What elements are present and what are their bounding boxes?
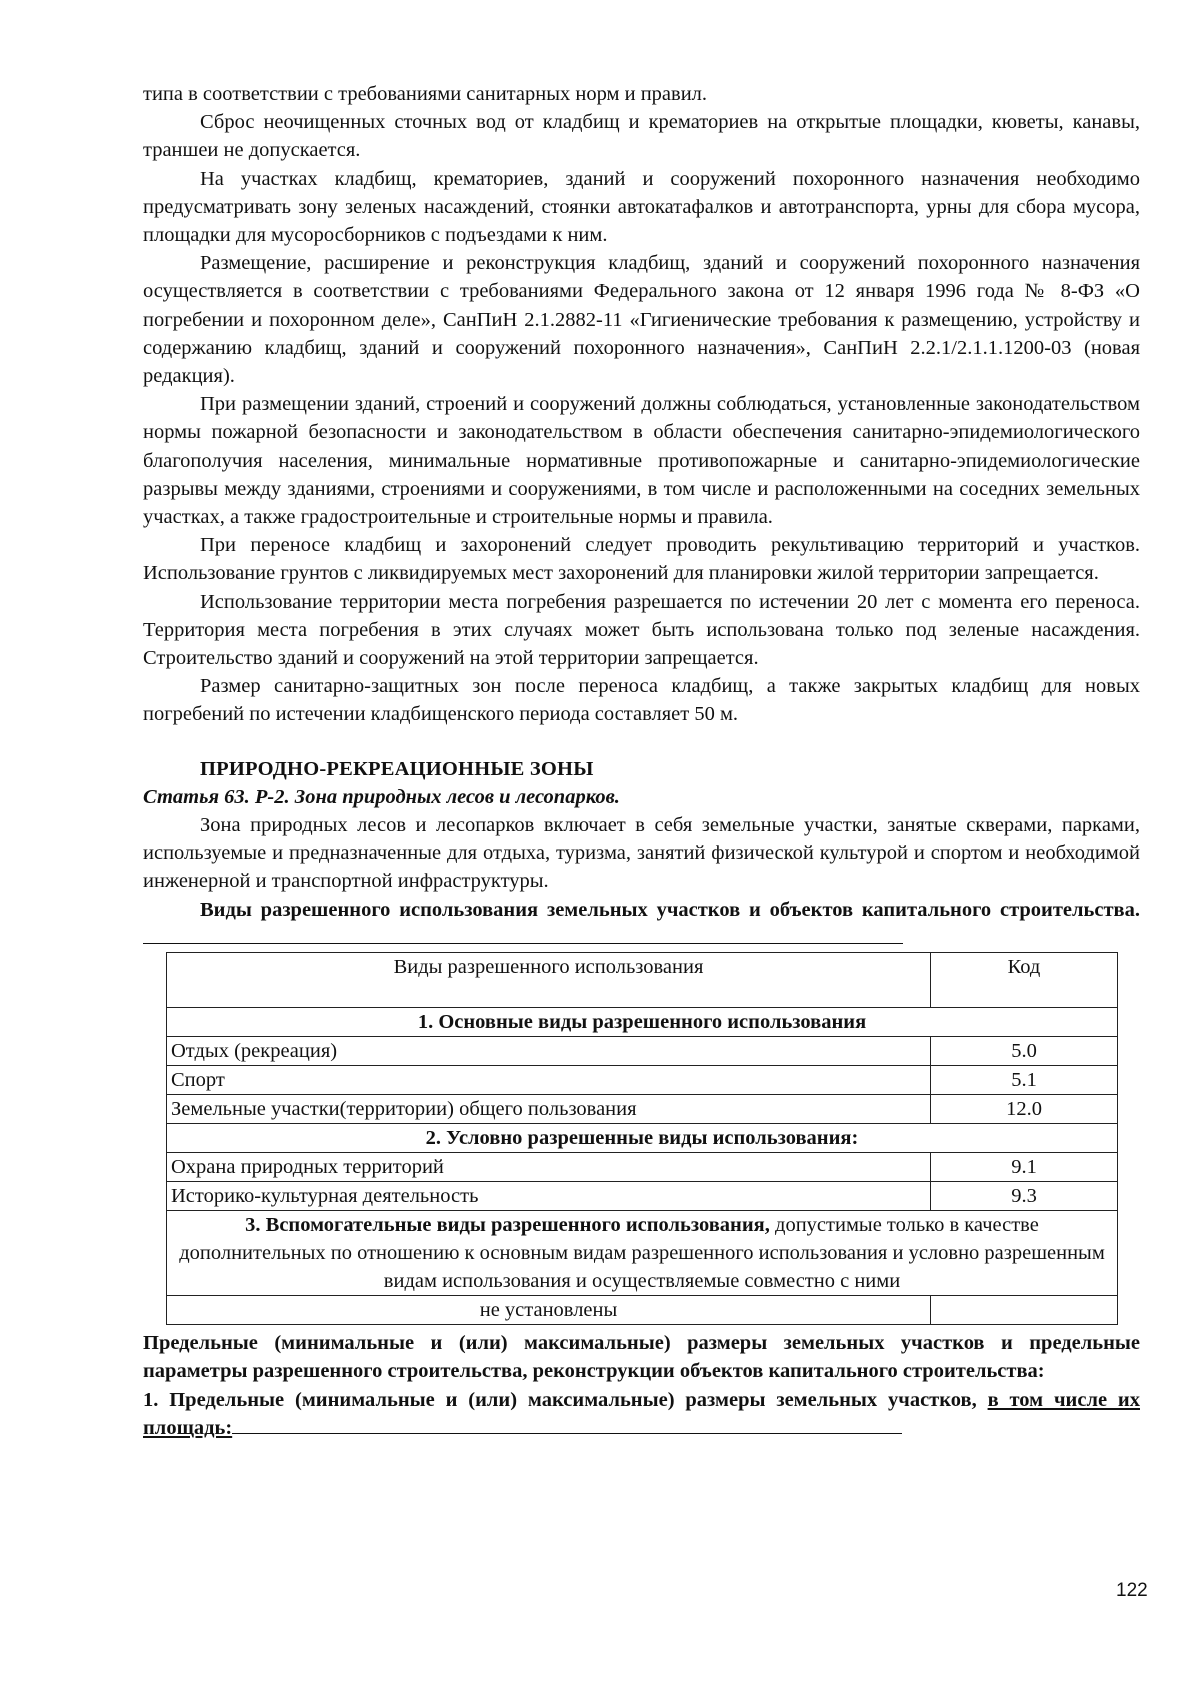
paragraph-1: типа в соответствии с требованиями санитарных норм и правил. — [143, 83, 708, 105]
use-name: Историко-культурная деятельность — [167, 1182, 931, 1211]
uses-heading — [143, 896, 1140, 952]
table-row — [167, 1153, 1118, 1182]
use-code: 12.0 — [931, 1095, 1118, 1124]
paragraph-4: Размещение, расширение и реконструкция кладбищ, зданий и сооружений похоронного назначения осуществляется в соответствии с требованиями Федерального закона от 12 января 1996 года № 8-ФЗ «О погребении и похоронном деле», СанПиН 2.1.2882-11 «Гигиенические требования к размещению, устройству и содержанию кладбищ, зданий и сооружений похоронного назначения», СанПиН 2.2.1/2.1.1.1200-03 (новая редакция). — [143, 252, 1140, 388]
section-conditional-uses: 2. Условно разрешенные виды использования: — [167, 1124, 1118, 1153]
paragraph-2: Сброс неочищенных сточных вод от кладбищ и крематориев на открытые площадки, кюветы, канавы, траншеи не допускается. — [143, 111, 1140, 162]
paragraph-5: При размещении зданий, строений и сооружений должны соблюдаться, установленные законодательством нормы пожарной безопасности и законодательством в области обеспечения санитарно-эпидемиологического благополучия населения, минимальные нормативные противопожарные и санитарно-эпидемиологические разрывы между зданиями, строениями и сооружениями, в том числе и расположенными на соседних земельных участках, а также градостроительные и строительные нормы и правила. — [143, 393, 1140, 529]
table-row — [167, 1296, 1118, 1325]
auxiliary-code — [931, 1296, 1118, 1325]
paragraph-8: Размер санитарно-защитных зон после переноса кладбищ, а также закрытых кладбищ для новых погребений по истечении кладбищенского периода составляет 50 м. — [143, 675, 1140, 726]
header-use: Виды разрешенного использования — [167, 953, 931, 1008]
use-name: Отдых (рекреация) — [167, 1037, 931, 1066]
paragraph-7: Использование территории места погребения разрешается по истечении 20 лет с момента его переноса. Территория места погребения в этих случаях может быть использована только под зеленые насаждения. Строительство зданий и сооружений на этой территории запрещается. — [143, 590, 1140, 670]
section-row — [167, 1124, 1118, 1153]
table-row — [167, 1095, 1118, 1124]
auxiliary-title: 3. Вспомогательные виды разрешенного использования, — [245, 1214, 770, 1237]
paragraph-6: При переносе кладбищ и захоронений следует проводить рекультивацию территорий и участков. Использование грунтов с ликвидируемых мест захоронений для планировки жилой территории запрещается. — [143, 534, 1140, 585]
use-name: Охрана природных территорий — [167, 1153, 931, 1182]
header-code: Код — [931, 953, 1118, 1008]
auxiliary-value: не установлены — [167, 1296, 931, 1325]
section-main-uses: 1. Основные виды разрешенного использования — [167, 1008, 1118, 1037]
table-row — [167, 1182, 1118, 1211]
limits-item-1-underlined: в том числе их площадь: — [143, 1388, 1140, 1439]
section-row — [167, 1008, 1118, 1037]
uses-table — [166, 952, 1118, 1325]
use-code: 9.1 — [931, 1153, 1118, 1182]
table-row — [167, 1066, 1118, 1095]
auxiliary-description: допустимые только в качестве дополнительных по отношению к основным видам разрешенного использования и условно разрешенным видам использования и осуществляемые совместно с ними — [179, 1214, 1105, 1293]
uses-heading-underline — [143, 943, 903, 944]
section-spacer — [143, 729, 1140, 755]
use-code: 5.1 — [931, 1066, 1118, 1095]
zone-heading: ПРИРОДНО-РЕКРЕАЦИОННЫЕ ЗОНЫ — [200, 757, 594, 780]
paragraph-3: На участках кладбищ, крематориев, зданий и сооружений похоронного назначения необходимо предусматривать зону зеленых насаждений, стоянки автокатафалков и автотранспорта, урны для сбора мусора, площадки для мусоросборников с подъездами к ним. — [143, 167, 1140, 247]
table-row — [167, 1037, 1118, 1066]
limits-item-1-text: 1. Предельные (минимальные и (или) максимальные) размеры земельных участков, — [143, 1388, 988, 1411]
use-name: Земельные участки(территории) общего пользования — [167, 1095, 931, 1124]
limits-item-1 — [143, 1386, 1140, 1442]
page-number: 122 — [1116, 1580, 1148, 1601]
limits-heading: Предельные (минимальные и (или) максимальные) размеры земельных участков и предельные параметры разрешенного строительства, реконструкции объектов капитального строительства: — [143, 1332, 1140, 1383]
limits-item-1-underline — [232, 1433, 902, 1434]
section-auxiliary-uses — [167, 1211, 1118, 1296]
use-code: 9.3 — [931, 1182, 1118, 1211]
uses-heading-text: Виды разрешенного использования земельных участков и объектов капитального строительства. — [200, 898, 1140, 921]
page-content — [143, 80, 1140, 1442]
zone-description: Зона природных лесов и лесопарков включает в себя земельные участки, занятые скверами, парками, используемые и предназначенные для отдыха, туризма, занятий физической культурой и спортом и необходимой инженерной и транспортной инфраструктуры. — [143, 814, 1140, 893]
use-name: Спорт — [167, 1066, 931, 1095]
use-code: 5.0 — [931, 1037, 1118, 1066]
table-header-row — [167, 953, 1118, 1008]
article-heading: Статья 63. Р-2. Зона природных лесов и лесопарков. — [143, 785, 620, 808]
section-row — [167, 1211, 1118, 1296]
